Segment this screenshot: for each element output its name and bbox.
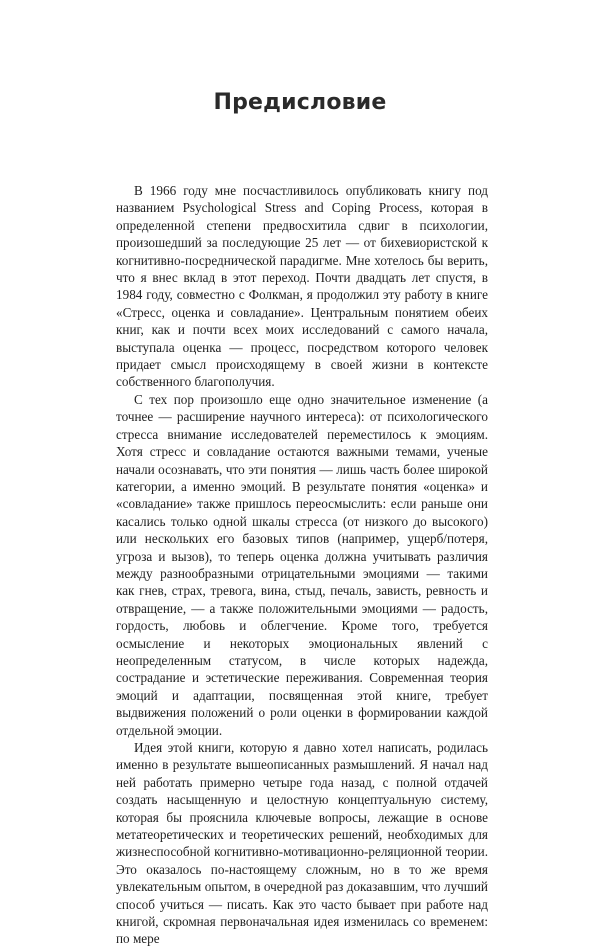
body-text: [116, 182, 488, 948]
chapter-title: Предисловие: [213, 90, 387, 115]
paragraph-1: В 1966 году мне посчастливилось опубликовать книгу под названием Psychological Stress and Coping Process, которая в определенной степени предвосхитила сдвиг в психологии, произошедший за последующие 25 лет — от бихевиористской к когнитивно-посреднической парадигме. Мне хотелось бы верить, что я внес вклад в этот переход. Почти двадцать лет спустя, в 1984 году, совместно с Фолкман, я продолжил эту работу в книге «Стресс, оценка и совладание». Центральным понятием обеих книг, как и почти всех моих исследований с самого начала, выступала оценка — процесс, посредством которого человек придает смысл происходящему в своей жизни в контексте собственного благополучия.: [116, 183, 488, 390]
paragraph-3: Идея этой книги, которую я давно хотел написать, родилась именно в результате вышеописанных размышлений. Я начал над ней работать примерно четыре года назад, с полной отдачей создать насыщенную и целостную концептуальную систему, которая бы прояснила ключевые вопросы, лежащие в основе метатеоретических и теоретических решений, необходимых для жизнеспособной когнитивно-мотивационно-реляционной теории. Это оказалось по-настоящему сложным, но в то же время увлекательным опытом, в очередной раз доказавшим, что лучший способ учиться — писать. Как это часто бывает при работе над книгой, скромная первоначальная идея изменилась со временем: по мере: [116, 740, 488, 947]
paragraph-2: С тех пор произошло еще одно значительное изменение (а точнее — расширение научного интереса): от психологического стресса внимание исследователей переместилось к эмоциям. Хотя стресс и совладание остаются важными темами, ученые начали осознавать, что эти понятия — лишь часть более широкой категории, а именно эмоций. В результате понятия «оценка» и «совладание» также пришлось переосмыслить: если раньше они касались только одной шкалы стресса (от низкого до высокого) или нескольких его базовых типов (например, ущерб/потеря, угроза и вызов), то теперь оценка должна учитывать различия между разнообразными отрицательными эмоциями — такими как гнев, страх, тревога, вина, стыд, печаль, зависть, ревность и отвращение, — а также положительными эмоциями — радость, гордость, любовь и облегчение. Кроме того, требуется осмысление и некоторых эмоциональных явлений с неопределенным статусом, в числе которых надежда, сострадание и эстетические переживания. Современная теория эмоций и адаптации, посвященная этой книге, требует выдвижения положений о роли оценки в формировании каждой отдельной эмоции.: [116, 391, 488, 738]
